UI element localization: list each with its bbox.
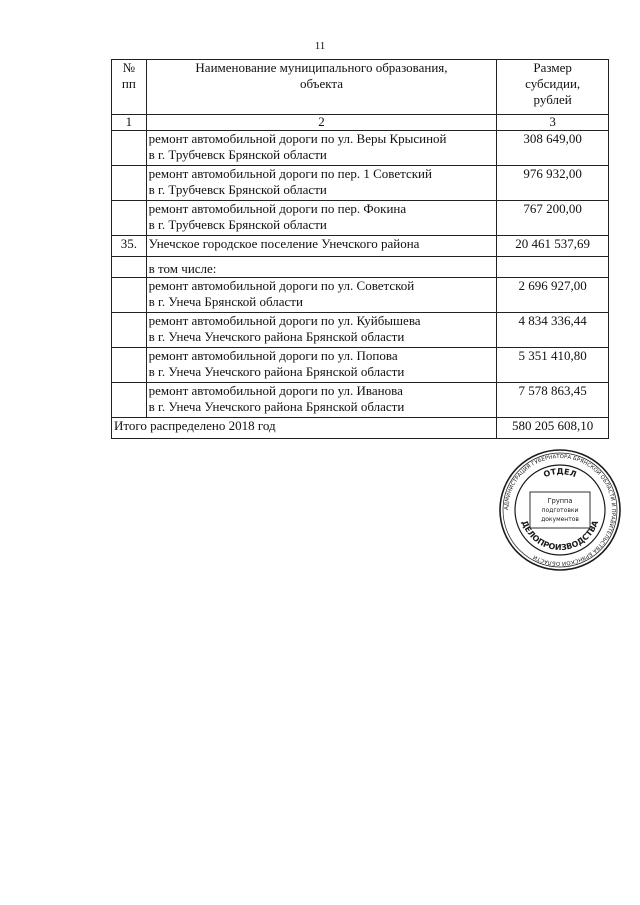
stamp-center-line: документов: [541, 516, 579, 523]
row-amount: 5 351 410,80: [497, 348, 609, 383]
row-amount: 4 834 336,44: [497, 313, 609, 348]
row-name: ремонт автомобильной дороги по пер. 1 Советский в г. Трубчевск Брянской области: [146, 166, 497, 201]
column-number: 2: [146, 115, 497, 131]
row-name: в том числе:: [146, 257, 497, 278]
row-name: ремонт автомобильной дороги по ул. Иванова в г. Унеча Унечского района Брянской области: [146, 383, 497, 418]
subsidy-table: [111, 59, 609, 439]
stamp-outer-text: АДМИНИСТРАЦИЯ ГУБЕРНАТОРА БРЯНСКОЙ ОБЛАСТИ И ПРАВИТЕЛЬСТВА БРЯНСКОЙ ОБЛАСТИ: [503, 453, 617, 567]
row-amount: 2 696 927,00: [497, 278, 609, 313]
row-number: [112, 313, 147, 348]
row-number: 35.: [112, 236, 147, 257]
table-row: [112, 236, 609, 257]
header-col-amount: Размер субсидии, рублей: [497, 60, 609, 115]
stamp-department-text: ОТДЕЛ: [542, 466, 578, 480]
row-number: [112, 201, 147, 236]
page-number: 11: [314, 40, 326, 52]
header-col-number: № пп: [112, 60, 147, 115]
stamp-records-text: ДЕЛОПРОИЗВОДСТВА: [519, 519, 601, 553]
table-row: [112, 278, 609, 313]
row-number: [112, 383, 147, 418]
table-row: [112, 383, 609, 418]
column-number: 1: [112, 115, 147, 131]
column-number: 3: [497, 115, 609, 131]
total-row: [112, 418, 609, 439]
row-amount: 767 200,00: [497, 201, 609, 236]
total-label: Итого распределено 2018 год: [112, 418, 497, 439]
row-name: ремонт автомобильной дороги по ул. Куйбышева в г. Унеча Унечского района Брянской области: [146, 313, 497, 348]
header-col-name: Наименование муниципального образования, объекта: [146, 60, 497, 115]
row-number: [112, 278, 147, 313]
row-number: [112, 348, 147, 383]
row-name: ремонт автомобильной дороги по ул. Попова в г. Унеча Унечского района Брянской области: [146, 348, 497, 383]
row-name: ремонт автомобильной дороги по пер. Фокина в г. Трубчевск Брянской области: [146, 201, 497, 236]
row-amount: 20 461 537,69: [497, 236, 609, 257]
table-row: [112, 166, 609, 201]
row-name: ремонт автомобильной дороги по ул. Веры Крысиной в г. Трубчевск Брянской области: [146, 131, 497, 166]
row-number: [112, 257, 147, 278]
table-row: [112, 131, 609, 166]
total-amount: 580 205 608,10: [497, 418, 609, 439]
row-amount: [497, 257, 609, 278]
department-stamp: [498, 448, 622, 572]
row-amount: 976 932,00: [497, 166, 609, 201]
table-row: [112, 257, 609, 278]
row-amount: 7 578 863,45: [497, 383, 609, 418]
table-row: [112, 313, 609, 348]
table-row: [112, 201, 609, 236]
table-row: [112, 348, 609, 383]
row-amount: 308 649,00: [497, 131, 609, 166]
column-numbers-row: [112, 115, 609, 131]
stamp-center-line: Группа: [547, 497, 573, 505]
row-name: ремонт автомобильной дороги по ул. Советской в г. Унеча Брянской области: [146, 278, 497, 313]
row-name: Унечское городское поселение Унечского района: [146, 236, 497, 257]
row-number: [112, 166, 147, 201]
row-number: [112, 131, 147, 166]
stamp-center-line: подготовки: [541, 507, 579, 514]
table-header-row: [112, 60, 609, 115]
